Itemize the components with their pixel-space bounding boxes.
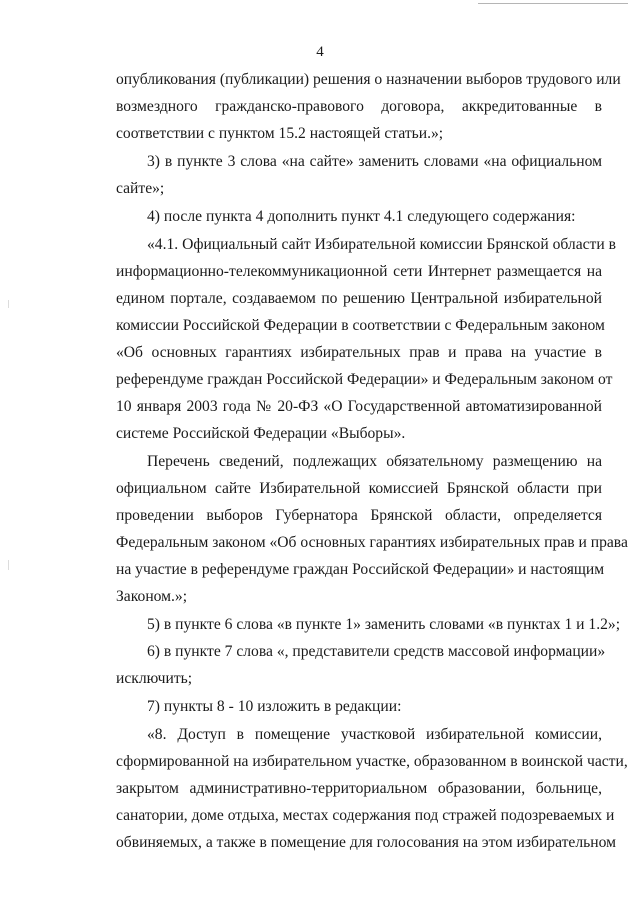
text-line: системе Российской Федерации «Выборы».	[116, 425, 406, 442]
top-edge-rule	[478, 3, 628, 4]
text-line: официальном сайте Избирательной комиссией Брянской области при	[116, 480, 602, 497]
text-line: сайте»;	[116, 180, 165, 197]
text-line: «Об основных гарантиях избирательных прав и права на участие в	[116, 344, 602, 361]
scan-speck	[8, 560, 9, 570]
text-line: «4.1. Официальный сайт Избирательной комиссии Брянской области в	[147, 236, 616, 253]
text-line: опубликования (публикации) решения о назначении выборов трудового или	[116, 71, 621, 88]
text-line: 6) в пункте 7 слова «, представители средств массовой информации»	[147, 643, 606, 660]
text-line: сформированной на избирательном участке, образованном в воинской части,	[116, 753, 628, 770]
text-line: санатории, доме отдыха, местах содержания под стражей подозреваемых и	[116, 807, 615, 824]
text-line: 10 января 2003 года № 20-ФЗ «О Государственной автоматизированной	[116, 398, 602, 415]
text-line: 4) после пункта 4 дополнить пункт 4.1 следующего содержания:	[147, 208, 576, 225]
text-line: проведении выборов Губернатора Брянской области, определяется	[116, 507, 602, 524]
text-line: «8. Доступ в помещение участковой избирательной комиссии,	[147, 726, 602, 743]
text-line: едином портале, создаваемом по решению Центральной избирательной	[116, 290, 602, 307]
text-line: Федеральным законом «Об основных гарантиях избирательных прав и права	[116, 534, 628, 551]
text-line: возмездного гражданско-правового договора, аккредитованные в	[116, 98, 602, 115]
text-line: референдуме граждан Российской Федерации» и Федеральным законом от	[116, 371, 613, 388]
scan-speck	[8, 300, 9, 308]
text-line: 5) в пункте 6 слова «в пункте 1» заменить словами «в пунктах 1 и 1.2»;	[147, 616, 621, 633]
text-line: 7) пункты 8 - 10 изложить в редакции:	[147, 698, 402, 715]
text-line: соответствии с пунктом 15.2 настоящей статьи.»;	[116, 125, 444, 142]
text-line: Перечень сведений, подлежащих обязательному размещению на	[147, 453, 602, 470]
text-line: 3) в пункте 3 слова «на сайте» заменить словами «на официальном	[147, 153, 602, 170]
text-line: на участие в референдуме граждан Российской Федерации» и настоящим	[116, 561, 605, 578]
text-line: обвиняемых, а также в помещение для голосования на этом избирательном	[116, 834, 616, 851]
text-line: закрытом административно-территориальном образовании, больнице,	[116, 780, 602, 797]
text-line: Законом.»;	[116, 588, 188, 605]
page-number: 4	[316, 44, 324, 60]
text-line: информационно-телекоммуникационной сети Интернет размещается на	[116, 263, 602, 280]
text-line: комиссии Российской Федерации в соответствии с Федеральным законом	[116, 317, 605, 334]
text-line: исключить;	[116, 670, 193, 687]
